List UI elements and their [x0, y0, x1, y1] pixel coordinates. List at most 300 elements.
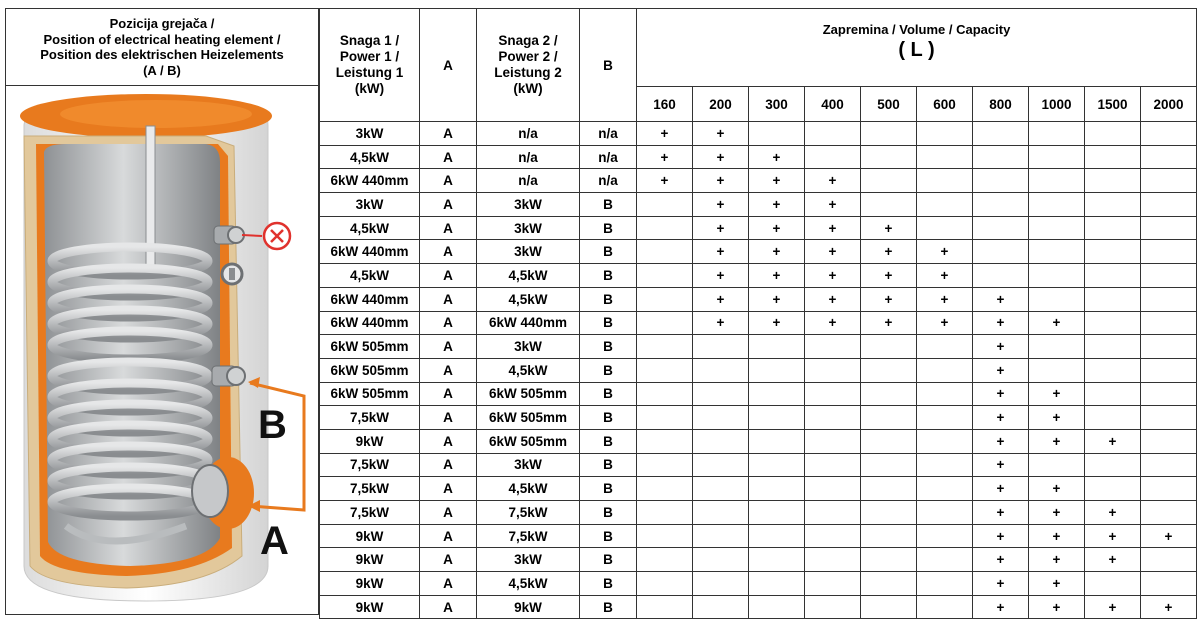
capacity-header-800: 800 [973, 87, 1029, 122]
capacity-mark-cell [1141, 406, 1197, 430]
table-row [320, 358, 1197, 382]
capacity-mark-cell [973, 240, 1029, 264]
capacity-mark-cell [861, 429, 917, 453]
capacity-mark-cell: + [973, 595, 1029, 619]
capacity-mark-cell [749, 572, 805, 596]
power2-cell: 6kW 505mm [477, 406, 580, 430]
capacity-header-200: 200 [693, 87, 749, 122]
volume-unit: ( L ) [898, 38, 935, 61]
position-a-cell: A [420, 145, 477, 169]
position-a-cell: A [420, 524, 477, 548]
position-a-cell: A [420, 572, 477, 596]
capacity-mark-cell [637, 335, 693, 359]
capacity-mark-cell [637, 477, 693, 501]
position-a-cell: A [420, 264, 477, 288]
capacity-mark-cell [1029, 216, 1085, 240]
position-a-cell: A [420, 382, 477, 406]
capacity-mark-cell: + [973, 335, 1029, 359]
position-a-cell: A [420, 193, 477, 217]
power2-cell: 3kW [477, 193, 580, 217]
capacity-mark-cell [805, 335, 861, 359]
capacity-mark-cell [637, 287, 693, 311]
position-b-cell: B [580, 311, 637, 335]
capacity-mark-cell [637, 240, 693, 264]
position-b-cell: B [580, 335, 637, 359]
capacity-mark-cell: + [693, 240, 749, 264]
capacity-header-1000: 1000 [1029, 87, 1085, 122]
capacity-header-600: 600 [917, 87, 973, 122]
capacity-mark-cell [917, 145, 973, 169]
heater-position-title [6, 9, 318, 86]
position-b-cell: B [580, 382, 637, 406]
capacity-mark-cell: + [917, 287, 973, 311]
capacity-mark-cell: + [749, 311, 805, 335]
capacity-mark-cell [1141, 122, 1197, 146]
capacity-mark-cell: + [917, 240, 973, 264]
capacity-mark-cell [749, 548, 805, 572]
capacity-mark-cell: + [973, 358, 1029, 382]
marker-line [242, 235, 262, 236]
capacity-mark-cell [1029, 122, 1085, 146]
table-row [320, 406, 1197, 430]
volume-header [637, 9, 1197, 87]
power2-cell: 4,5kW [477, 477, 580, 501]
capacity-mark-cell [637, 311, 693, 335]
capacity-mark-cell: + [749, 216, 805, 240]
capacity-mark-cell [917, 477, 973, 501]
capacity-mark-cell [637, 406, 693, 430]
capacity-mark-cell [1085, 453, 1141, 477]
capacity-mark-cell [917, 122, 973, 146]
capacity-mark-cell: + [693, 287, 749, 311]
capacity-mark-cell [917, 429, 973, 453]
table-row [320, 524, 1197, 548]
capacity-mark-cell [693, 595, 749, 619]
capacity-mark-cell: + [693, 145, 749, 169]
capacity-mark-cell [861, 193, 917, 217]
capacity-mark-cell [1085, 477, 1141, 501]
position-a-cell: A [420, 169, 477, 193]
capacity-mark-cell [973, 193, 1029, 217]
capacity-mark-cell [637, 429, 693, 453]
capacity-mark-cell [637, 572, 693, 596]
capacity-mark-cell [861, 145, 917, 169]
capacity-mark-cell [749, 524, 805, 548]
power2-cell: 4,5kW [477, 287, 580, 311]
capacity-mark-cell: + [973, 501, 1029, 525]
position-b-cell: B [580, 524, 637, 548]
power1-cell: 7,5kW [320, 501, 420, 525]
capacity-mark-cell [749, 429, 805, 453]
power2-cell: 3kW [477, 453, 580, 477]
capacity-mark-cell: + [1085, 595, 1141, 619]
capacity-mark-cell [917, 169, 973, 193]
capacity-mark-cell [1029, 193, 1085, 217]
top-cap-inner [60, 100, 252, 128]
capacity-mark-cell [1085, 572, 1141, 596]
capacity-header-400: 400 [805, 87, 861, 122]
capacity-mark-cell: + [805, 287, 861, 311]
position-b-cell: B [580, 477, 637, 501]
capacity-mark-cell [693, 572, 749, 596]
capacity-mark-cell: + [805, 264, 861, 288]
capacity-mark-cell [805, 477, 861, 501]
capacity-mark-cell: + [973, 572, 1029, 596]
position-b-cell: B [580, 453, 637, 477]
capacity-mark-cell [861, 595, 917, 619]
capacity-mark-cell: + [973, 406, 1029, 430]
capacity-mark-cell: + [693, 311, 749, 335]
capacity-mark-cell [693, 382, 749, 406]
capacity-mark-cell: + [805, 311, 861, 335]
capacity-mark-cell: + [861, 264, 917, 288]
position-b-cell: n/a [580, 145, 637, 169]
capacity-mark-cell [973, 216, 1029, 240]
capacity-mark-cell [805, 382, 861, 406]
position-b-cell: B [580, 595, 637, 619]
capacity-mark-cell [693, 335, 749, 359]
capacity-mark-cell [637, 595, 693, 619]
table-row [320, 169, 1197, 193]
capacity-mark-cell: + [861, 216, 917, 240]
position-a-cell: A [420, 287, 477, 311]
position-b-cell: B [580, 572, 637, 596]
capacity-mark-cell [637, 264, 693, 288]
capacity-mark-cell: + [1085, 524, 1141, 548]
capacity-header-500: 500 [861, 87, 917, 122]
capacity-mark-cell [1029, 169, 1085, 193]
power1-cell: 9kW [320, 429, 420, 453]
capacity-mark-cell [973, 122, 1029, 146]
heater-position-panel [5, 8, 319, 615]
capacity-mark-cell [861, 477, 917, 501]
position-b-cell: B [580, 429, 637, 453]
capacity-mark-cell [637, 453, 693, 477]
capacity-mark-cell [1029, 264, 1085, 288]
capacity-mark-cell: + [693, 216, 749, 240]
capacity-mark-cell [861, 122, 917, 146]
capacity-mark-cell: + [749, 193, 805, 217]
capacity-mark-cell [861, 406, 917, 430]
table-row [320, 477, 1197, 501]
position-b-cell: B [580, 193, 637, 217]
side-connection-top [214, 226, 244, 244]
water-heater-cutaway-illustration [6, 86, 318, 614]
capacity-mark-cell: + [805, 169, 861, 193]
heater-compatibility-table [319, 8, 1197, 619]
capacity-mark-cell [805, 453, 861, 477]
capacity-mark-cell: + [693, 193, 749, 217]
capacity-mark-cell: + [1141, 595, 1197, 619]
capacity-mark-cell [749, 477, 805, 501]
capacity-mark-cell [693, 524, 749, 548]
capacity-mark-cell: + [1029, 595, 1085, 619]
capacity-mark-cell [693, 453, 749, 477]
capacity-mark-cell: + [749, 145, 805, 169]
capacity-mark-cell [917, 406, 973, 430]
col-power1-header: Snaga 1 / Power 1 / Leistung 1 (kW) [320, 9, 420, 122]
power2-cell: 3kW [477, 548, 580, 572]
capacity-mark-cell [805, 595, 861, 619]
position-b-cell: B [580, 264, 637, 288]
capacity-mark-cell [1141, 335, 1197, 359]
capacity-mark-cell [749, 453, 805, 477]
table-row [320, 193, 1197, 217]
capacity-mark-cell [805, 524, 861, 548]
capacity-mark-cell [973, 169, 1029, 193]
capacity-mark-cell: + [1029, 477, 1085, 501]
capacity-mark-cell: + [973, 287, 1029, 311]
capacity-header-160: 160 [637, 87, 693, 122]
power2-cell: 6kW 440mm [477, 311, 580, 335]
power1-cell: 6kW 440mm [320, 311, 420, 335]
capacity-mark-cell [917, 595, 973, 619]
capacity-mark-cell: + [1029, 311, 1085, 335]
capacity-mark-cell: + [693, 264, 749, 288]
capacity-mark-cell: + [1085, 429, 1141, 453]
capacity-mark-cell [1141, 216, 1197, 240]
position-a-cell: A [420, 548, 477, 572]
capacity-mark-cell: + [1085, 501, 1141, 525]
title-line-2: Position of electrical heating element / [43, 31, 281, 47]
position-b-cell: n/a [580, 169, 637, 193]
capacity-mark-cell [749, 406, 805, 430]
capacity-mark-cell [917, 501, 973, 525]
power1-cell: 9kW [320, 548, 420, 572]
capacity-mark-cell [861, 335, 917, 359]
capacity-mark-cell [1141, 145, 1197, 169]
side-connection-mid [212, 366, 245, 386]
capacity-mark-cell [693, 406, 749, 430]
capacity-mark-cell [805, 548, 861, 572]
capacity-mark-cell [1085, 311, 1141, 335]
capacity-mark-cell [805, 429, 861, 453]
capacity-mark-cell [917, 335, 973, 359]
table-row [320, 429, 1197, 453]
capacity-mark-cell [1085, 264, 1141, 288]
power1-cell: 3kW [320, 193, 420, 217]
capacity-mark-cell [637, 524, 693, 548]
table-row [320, 335, 1197, 359]
capacity-mark-cell: + [749, 264, 805, 288]
capacity-mark-cell [917, 382, 973, 406]
capacity-mark-cell [1085, 216, 1141, 240]
power1-cell: 4,5kW [320, 145, 420, 169]
capacity-mark-cell [1141, 501, 1197, 525]
title-line-4: (A / B) [143, 62, 181, 78]
capacity-mark-cell: + [1029, 524, 1085, 548]
capacity-mark-cell [1085, 358, 1141, 382]
capacity-mark-cell [861, 169, 917, 193]
title-line-3: Position des elektrischen Heizelements [40, 47, 284, 62]
capacity-mark-cell [1141, 240, 1197, 264]
capacity-mark-cell [1085, 406, 1141, 430]
capacity-mark-cell [1085, 145, 1141, 169]
position-a-cell: A [420, 311, 477, 335]
capacity-mark-cell [1029, 358, 1085, 382]
position-b-cell: B [580, 406, 637, 430]
capacity-mark-cell: + [749, 169, 805, 193]
table-row [320, 453, 1197, 477]
col-power2-header: Snaga 2 / Power 2 / Leistung 2 (kW) [477, 9, 580, 122]
thermometer-port [222, 264, 242, 284]
capacity-mark-cell [805, 358, 861, 382]
capacity-mark-cell [1029, 453, 1085, 477]
capacity-mark-cell [973, 264, 1029, 288]
col-b-header: B [580, 9, 637, 122]
capacity-header-1500: 1500 [1085, 87, 1141, 122]
capacity-mark-cell [1085, 335, 1141, 359]
power1-cell: 4,5kW [320, 264, 420, 288]
capacity-mark-cell [1141, 477, 1197, 501]
power1-cell: 6kW 440mm [320, 287, 420, 311]
capacity-mark-cell [805, 406, 861, 430]
capacity-mark-cell [749, 595, 805, 619]
capacity-mark-cell: + [917, 264, 973, 288]
table-row [320, 501, 1197, 525]
table-row [320, 287, 1197, 311]
power2-cell: n/a [477, 122, 580, 146]
capacity-mark-cell [1085, 287, 1141, 311]
capacity-mark-cell [1029, 145, 1085, 169]
capacity-mark-cell [1141, 287, 1197, 311]
table-row [320, 595, 1197, 619]
capacity-mark-cell [693, 358, 749, 382]
power2-cell: 4,5kW [477, 264, 580, 288]
capacity-mark-cell [1029, 287, 1085, 311]
capacity-mark-cell: + [973, 453, 1029, 477]
capacity-mark-cell: + [637, 145, 693, 169]
power1-cell: 9kW [320, 572, 420, 596]
position-b-cell: n/a [580, 122, 637, 146]
capacity-header-2000: 2000 [1141, 87, 1197, 122]
capacity-mark-cell [1085, 382, 1141, 406]
position-b-cell: B [580, 548, 637, 572]
capacity-mark-cell: + [1029, 548, 1085, 572]
capacity-mark-cell: + [973, 382, 1029, 406]
capacity-mark-cell [917, 572, 973, 596]
power1-cell: 9kW [320, 524, 420, 548]
position-a-cell: A [420, 429, 477, 453]
capacity-mark-cell [917, 358, 973, 382]
capacity-mark-cell [805, 145, 861, 169]
capacity-mark-cell [1141, 311, 1197, 335]
capacity-mark-cell [637, 358, 693, 382]
capacity-mark-cell: + [805, 216, 861, 240]
position-b-cell: B [580, 240, 637, 264]
table-row [320, 311, 1197, 335]
capacity-mark-cell [861, 524, 917, 548]
position-b-cell: B [580, 501, 637, 525]
power1-cell: 4,5kW [320, 216, 420, 240]
capacity-mark-cell [637, 382, 693, 406]
position-b-cell: B [580, 216, 637, 240]
capacity-mark-cell: + [1029, 429, 1085, 453]
capacity-mark-cell [1085, 240, 1141, 264]
power1-cell: 7,5kW [320, 477, 420, 501]
capacity-mark-cell [637, 216, 693, 240]
capacity-mark-cell [1085, 193, 1141, 217]
table-row [320, 240, 1197, 264]
marker-a-label: A [260, 519, 289, 563]
position-a-cell: A [420, 358, 477, 382]
table-row [320, 216, 1197, 240]
capacity-mark-cell: + [693, 169, 749, 193]
capacity-mark-cell [805, 572, 861, 596]
table-row [320, 548, 1197, 572]
capacity-mark-cell [749, 501, 805, 525]
capacity-mark-cell [693, 548, 749, 572]
capacity-mark-cell: + [637, 169, 693, 193]
capacity-mark-cell [1141, 429, 1197, 453]
capacity-mark-cell [1141, 453, 1197, 477]
capacity-mark-cell [1085, 169, 1141, 193]
capacity-mark-cell: + [917, 311, 973, 335]
capacity-mark-cell: + [973, 311, 1029, 335]
power2-cell: n/a [477, 145, 580, 169]
capacity-mark-cell [693, 501, 749, 525]
table-row [320, 572, 1197, 596]
position-a-cell: A [420, 595, 477, 619]
power1-cell: 6kW 505mm [320, 358, 420, 382]
capacity-mark-cell [1141, 382, 1197, 406]
capacity-mark-cell: + [1085, 548, 1141, 572]
power2-cell: 7,5kW [477, 501, 580, 525]
capacity-mark-cell [1141, 572, 1197, 596]
capacity-mark-cell: + [861, 240, 917, 264]
capacity-mark-cell [917, 524, 973, 548]
capacity-mark-cell: + [749, 240, 805, 264]
heater-flange-a [192, 465, 228, 517]
capacity-mark-cell: + [1029, 382, 1085, 406]
power1-cell: 6kW 505mm [320, 335, 420, 359]
capacity-mark-cell [1141, 358, 1197, 382]
position-a-cell: A [420, 216, 477, 240]
capacity-mark-cell: + [1029, 406, 1085, 430]
volume-title: Zapremina / Volume / Capacity [822, 21, 1011, 37]
title-line-1: Pozicija grejača / [109, 16, 215, 31]
table-body [320, 122, 1197, 619]
capacity-mark-cell [1141, 264, 1197, 288]
capacity-mark-cell [861, 501, 917, 525]
power1-cell: 6kW 440mm [320, 169, 420, 193]
position-a-cell: A [420, 477, 477, 501]
capacity-mark-cell [1141, 169, 1197, 193]
position-a-cell: A [420, 240, 477, 264]
position-a-cell: A [420, 453, 477, 477]
capacity-mark-cell [805, 122, 861, 146]
capacity-mark-cell [917, 453, 973, 477]
capacity-mark-cell [861, 453, 917, 477]
capacity-mark-cell: + [861, 311, 917, 335]
capacity-mark-cell [861, 358, 917, 382]
power2-cell: 9kW [477, 595, 580, 619]
position-a-cell: A [420, 122, 477, 146]
capacity-header-300: 300 [749, 87, 805, 122]
power2-cell: 4,5kW [477, 572, 580, 596]
table-row [320, 382, 1197, 406]
capacity-mark-cell: + [1029, 501, 1085, 525]
power1-cell: 6kW 505mm [320, 382, 420, 406]
capacity-mark-cell [973, 145, 1029, 169]
table-row [320, 122, 1197, 146]
capacity-mark-cell [637, 501, 693, 525]
position-a-cell: A [420, 335, 477, 359]
capacity-mark-cell [861, 572, 917, 596]
position-a-cell: A [420, 406, 477, 430]
capacity-mark-cell [749, 122, 805, 146]
capacity-mark-cell: + [973, 524, 1029, 548]
